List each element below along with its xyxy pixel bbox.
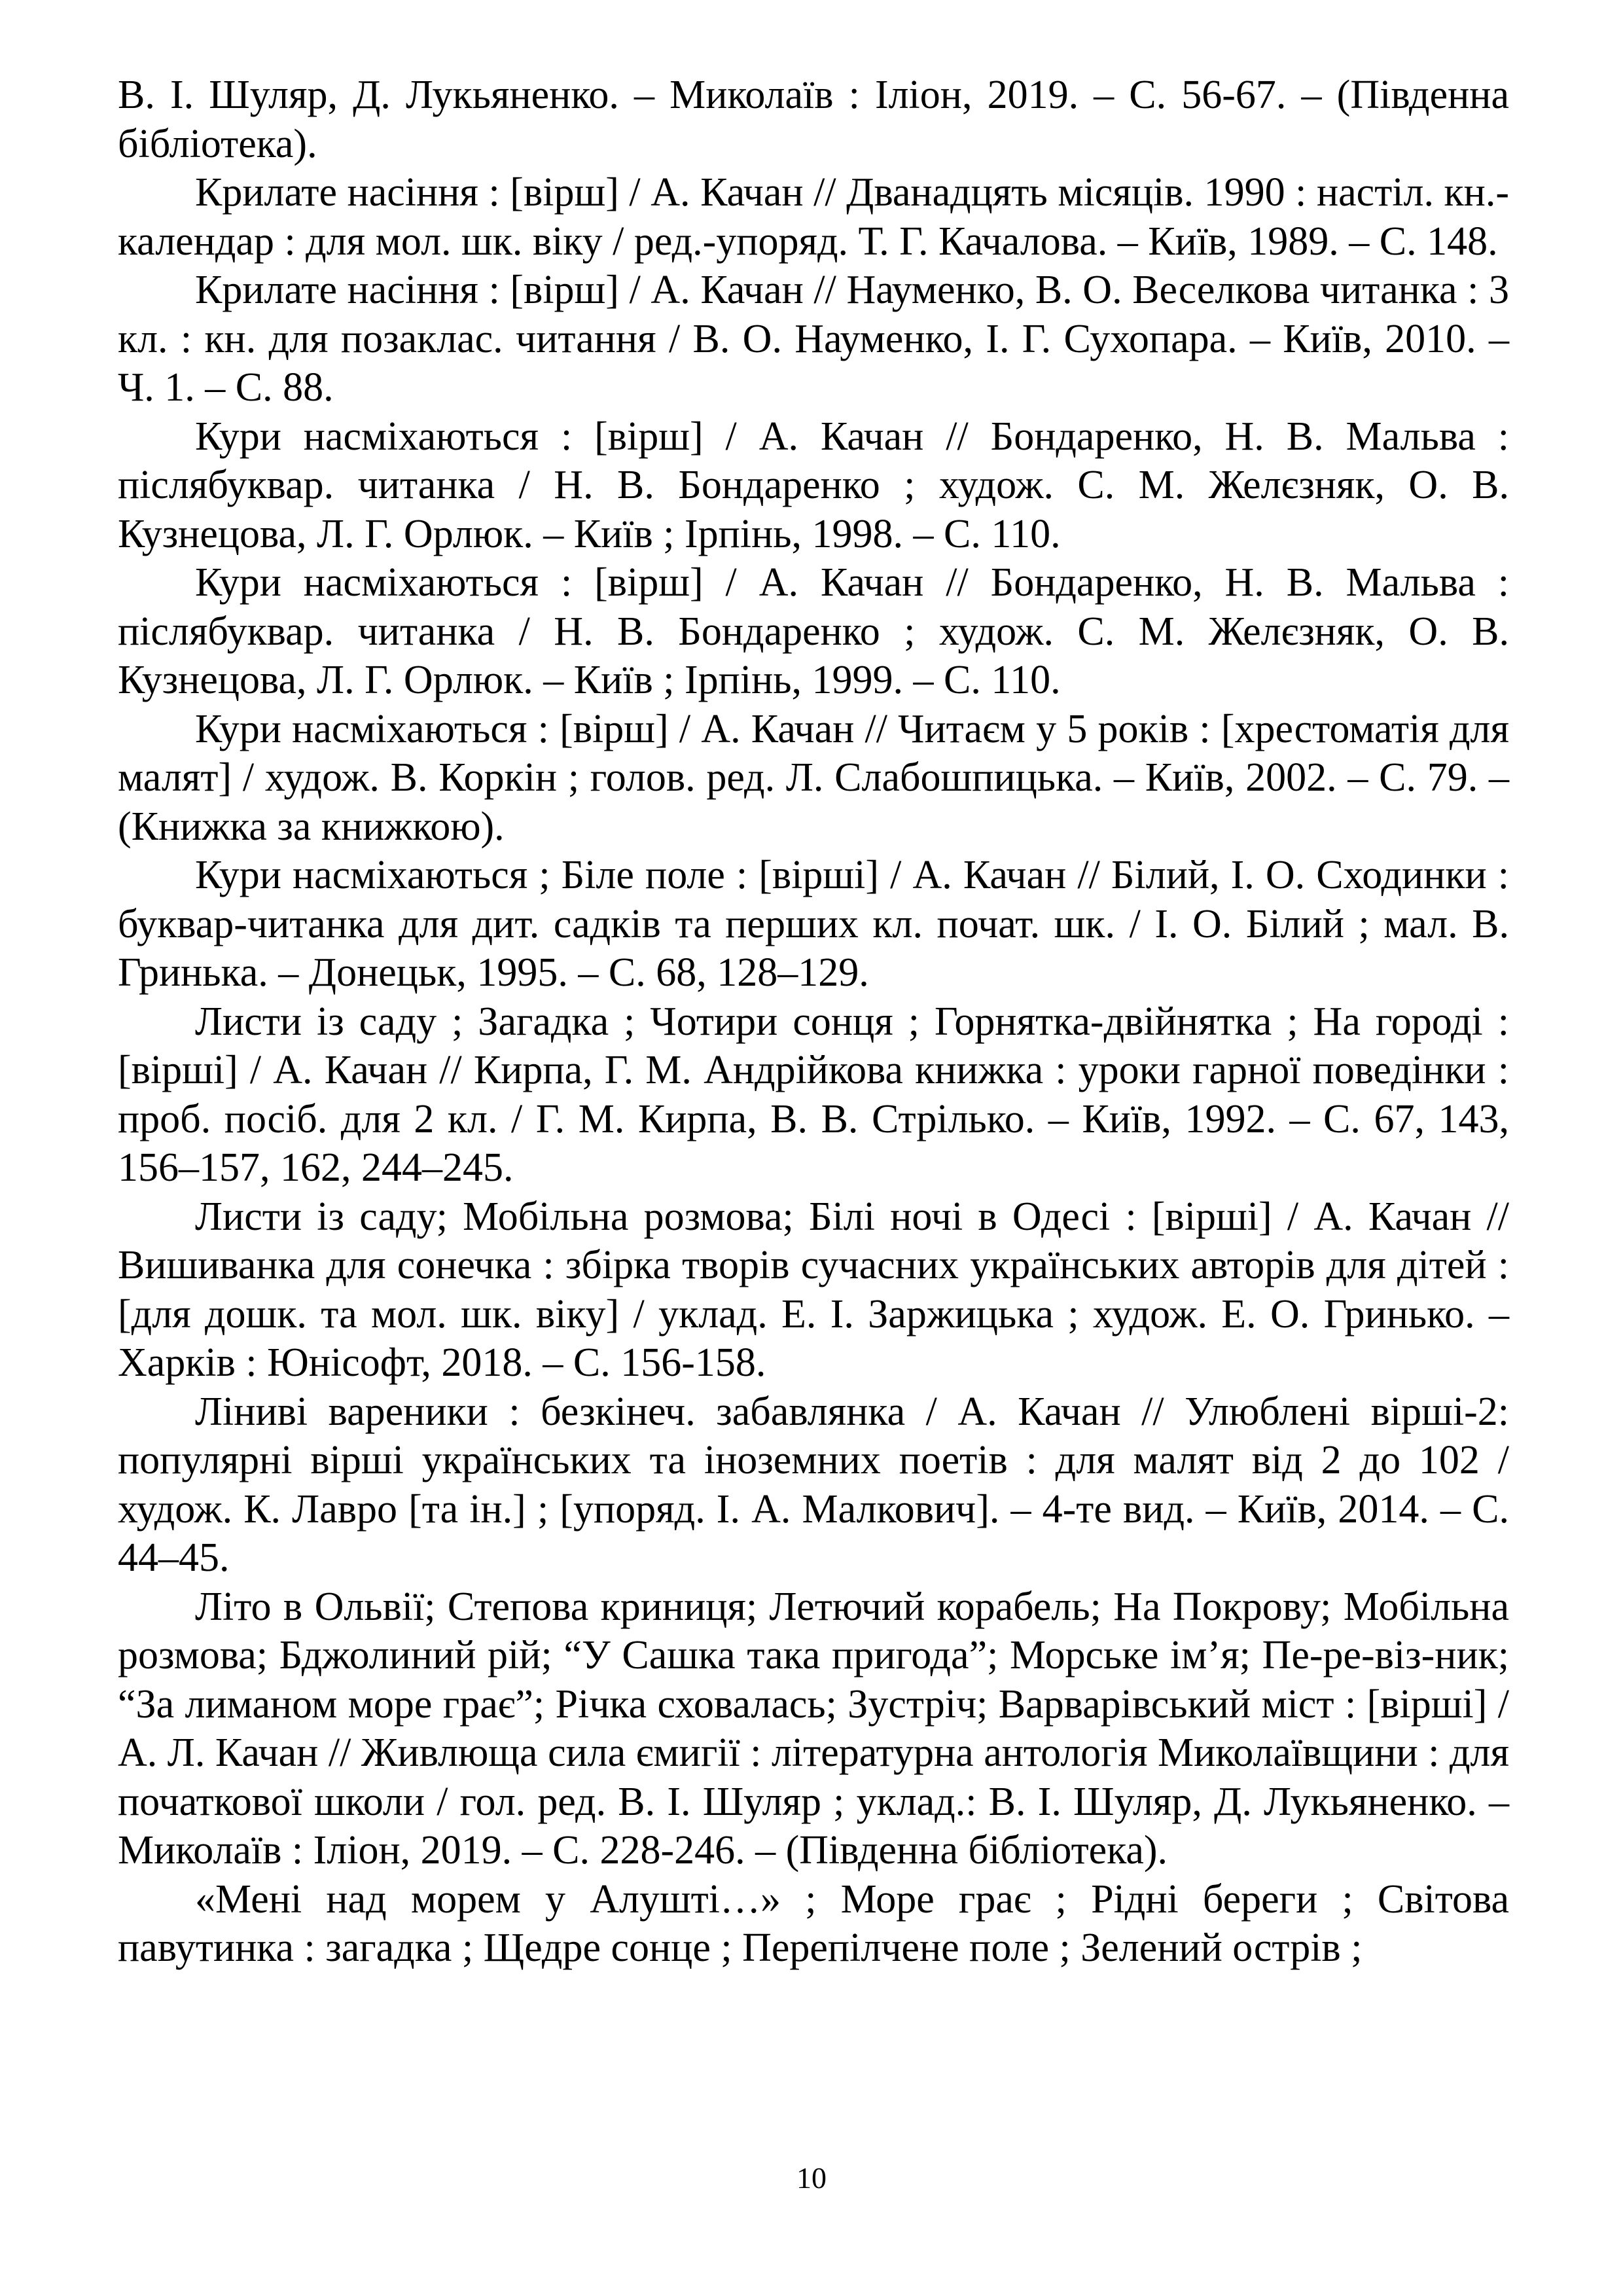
bibliography-entry: «Мені над морем у Алушті…» ; Море грає ; Рідні береги ; Світова павутинка : загадка ; Щедре сонце ; Перепілчене поле ; Зелений острів ;: [118, 1876, 1509, 1970]
bibliography-entry: Кури насміхаються : [вірш] / А. Качан // Читаєм у 5 років : [хрестоматія для малят] / худож. В. Коркін ; голов. ред. Л. Слабошпицька. – Київ, 2002. – С. 79. – (Книжка за книжкою).: [118, 706, 1509, 849]
bibliography-entry: Крилате насіння : [вірш] / А. Качан // Науменко, В. О. Веселкова читанка : 3 кл. : кн. для позаклас. читання / В. О. Науменко, І. Г. Сухопара. – Київ, 2010. – Ч. 1. – С. 88.: [118, 268, 1509, 410]
bibliography-entry: Крилате насіння : [вірш] / А. Качан // Дванадцять місяців. 1990 : настіл. кн.-календар : для мол. шк. віку / ред.-упоряд. Т. Г. Качалова. – Київ, 1989. – С. 148.: [118, 170, 1509, 264]
page-number: 10: [796, 2161, 827, 2195]
bibliography-entry: Кури насміхаються : [вірш] / А. Качан // Бондаренко, Н. В. Мальва : післябуквар. читанка / Н. В. Бондаренко ; худож. С. М. Желєзняк, О. В. Кузнецова, Л. Г. Орлюк. – Київ ; Ірпінь, 1998. – С. 110.: [118, 414, 1509, 556]
bibliography-text: [118, 71, 1509, 1973]
bibliography-entry: Кури насміхаються : [вірш] / А. Качан // Бондаренко, Н. В. Мальва : післябуквар. читанка / Н. В. Бондаренко ; худож. С. М. Желєзняк, О. В. Кузнецова, Л. Г. Орлюк. – Київ ; Ірпінь, 1999. – С. 110.: [118, 560, 1509, 702]
bibliography-entry: Кури насміхаються ; Біле поле : [вірші] / А. Качан // Білий, І. О. Сходинки : буквар-читанка для дит. садків та перших кл. почат. шк. / І. О. Білий ; мал. В. Гринька. – Донецьк, 1995. – С. 68, 128–129.: [118, 853, 1509, 995]
bibliography-entry-continuation: В. І. Шуляр, Д. Лукьяненко. – Миколаїв : Іліон, 2019. – С. 56-67. – (Південна бібліотека).: [118, 73, 1509, 166]
bibliography-entry: Листи із саду ; Загадка ; Чотири сонця ; Горнятка-двійнятка ; На городі : [вірші] / А. Качан // Кирпа, Г. М. Андрійкова книжка : уроки гарної поведінки : проб. посіб. для 2 кл. / Г. М. Кирпа, В. В. Стрілько. – Київ, 1992. – С. 67, 143, 156–157, 162, 244–245.: [118, 999, 1509, 1190]
bibliography-entry: Літо в Ольвії; Степова криниця; Летючий корабель; На Покрову; Мобільна розмова; Бджолиний рій; “У Сашка така пригода”; Морське ім’я; Пе-ре-віз-ник; “За лиманом море грає”; Річка сховалась; Зустріч; Варварівський міст : [вірші] / А. Л. Качан // Живлюща сила ємигії : літературна антологія Миколаївщини : для початкової школи / гол. ред. В. І. Шуляр ; уклад.: В. І. Шуляр, Д. Лукьяненко. – Миколаїв : Іліон, 2019. – С. 228-246. – (Південна бібліотека).: [118, 1584, 1509, 1873]
bibliography-entry: Листи із саду; Мобільна розмова; Білі ночі в Одесі : [вірші] / А. Качан // Вишиванка для сонечка : збірка творів сучасних українських авторів для дітей : [для дошк. та мол. шк. віку] / уклад. Е. І. Заржицька ; худож. Е. О. Гринько. – Харків : Юнісофт, 2018. – С. 156-158.: [118, 1194, 1509, 1385]
bibliography-entry: Ліниві вареники : безкінеч. забавлянка / А. Качан // Улюблені вірші-2: популярні вірші українських та іноземних поетів : для малят від 2 до 102 / худож. К. Лавро [та ін.] ; [упоряд. І. А. Малкович]. – 4-те вид. – Київ, 2014. – С. 44–45.: [118, 1389, 1509, 1580]
